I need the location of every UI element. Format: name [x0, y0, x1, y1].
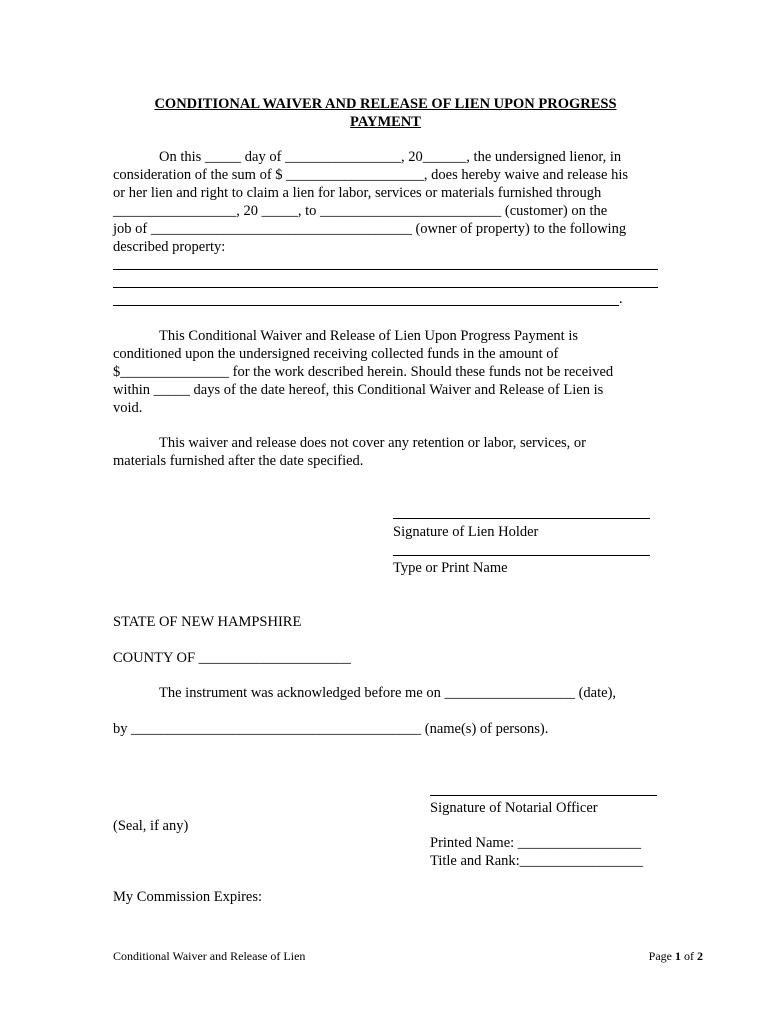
page-of: of [681, 949, 697, 963]
paragraph2-line-3: $_______________ for the work described herein. Should these funds not be received [113, 364, 614, 380]
county-line: COUNTY OF _____________________ [113, 650, 351, 666]
notarial-officer-signature-line [430, 795, 657, 796]
page-number [649, 949, 703, 963]
property-line-period: . [619, 291, 623, 307]
page-prefix: Page [648, 949, 675, 963]
property-line-1 [113, 269, 658, 270]
paragraph1-line-1: On this _____ day of ________________, 20______, the undersigned lienor, in [159, 149, 622, 165]
page-total: 2 [697, 949, 703, 963]
seal-label: (Seal, if any) [113, 818, 189, 834]
paragraph1-line-6: described property: [113, 239, 226, 255]
paragraph1-line-2: consideration of the sum of $ ___________________, does hereby waive and release his [113, 167, 629, 183]
property-line-3 [113, 305, 619, 306]
state-heading: STATE OF NEW HAMPSHIRE [113, 614, 302, 630]
paragraph2-line-2: conditioned upon the undersigned receiving collected funds in the amount of [113, 346, 559, 362]
title-and-rank-field: Title and Rank:_________________ [430, 853, 643, 869]
commission-expires-label: My Commission Expires: [113, 889, 263, 905]
paragraph3-line-1: This waiver and release does not cover any retention or labor, services, or [159, 435, 587, 451]
lien-holder-signature-label: Signature of Lien Holder [393, 524, 539, 540]
paragraph2-line-5: void. [113, 400, 143, 416]
paragraph1-line-3: or her lien and right to claim a lien for labor, services or materials furnished through [113, 185, 602, 201]
print-name-line [393, 555, 650, 556]
paragraph3-line-2: materials furnished after the date specified. [113, 453, 364, 469]
print-name-label: Type or Print Name [393, 560, 508, 576]
footer-document-name: Conditional Waiver and Release of Lien [113, 949, 306, 963]
persons-line: by ________________________________________ (name(s) of persons). [113, 721, 549, 737]
document-title-line-1: CONDITIONAL WAIVER AND RELEASE OF LIEN UPON PROGRESS [154, 96, 617, 112]
paragraph1-line-5: job of ____________________________________ (owner of property) to the following [113, 221, 627, 237]
paragraph1-line-4: _________________, 20 _____, to _________________________ (customer) on the [113, 203, 608, 219]
printed-name-field: Printed Name: _________________ [430, 835, 642, 851]
document-title-line-2: PAYMENT [350, 114, 421, 130]
paragraph2-line-1: This Conditional Waiver and Release of Lien Upon Progress Payment is [159, 328, 578, 344]
lien-holder-signature-line [393, 518, 650, 519]
notarial-officer-signature-label: Signature of Notarial Officer [430, 800, 598, 816]
acknowledgement-line: The instrument was acknowledged before me on __________________ (date), [159, 685, 617, 701]
page-current: 1 [675, 949, 681, 963]
property-line-2 [113, 287, 658, 288]
paragraph2-line-4: within _____ days of the date hereof, this Conditional Waiver and Release of Lien is [113, 382, 604, 398]
